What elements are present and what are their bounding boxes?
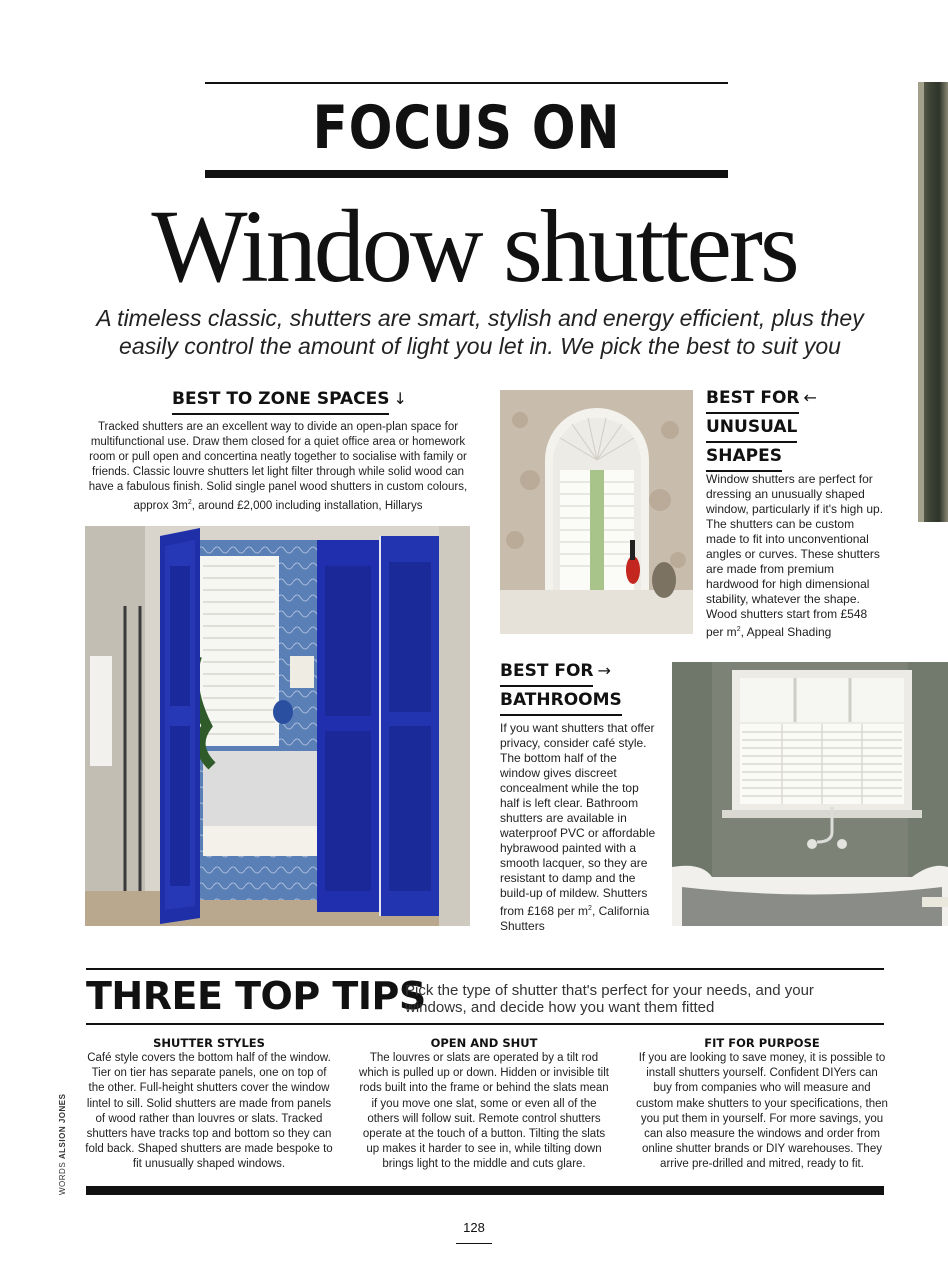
bottom-thick-rule <box>86 1186 884 1195</box>
tips-bottom-rule <box>86 1023 884 1025</box>
tip-heading: FIT FOR PURPOSE <box>704 1036 820 1050</box>
blue-doors-illustration <box>85 526 470 926</box>
arched-window-illustration <box>500 390 693 634</box>
tip-body: The louvres or slats are operated by a tilt rod which is pulled up or down. Hidden or invisible tilt rods built into the frame or behind the slats mean if you move one slat, some or even all of the others will follow suit. Remote control shutters operate at the touch of a button. Tilting the slats up makes it harder to see in, while tilting down brings light to the middle and cuts glare. <box>359 1052 609 1171</box>
bath-heading-line1: BEST FOR <box>500 658 593 687</box>
tip-heading: OPEN AND SHUT <box>430 1036 538 1050</box>
zone-body-text: Tracked shutters are an excellent way to divide an open-plan space for multifunctional use. Draw them closed for a quiet office area or homework room or pull open and concertina neatly together to socialise with family or friends. Classic louvre shutters let light filter through while solid wood can have a fabulous finish. Solid single panel wood shutters in custom colours, approx $3m^2$, around £2,000 including installation, Hillarys <box>88 421 468 512</box>
author-credit: WORDS ALSION JONES <box>58 1093 67 1195</box>
photo-arched-window-shutters <box>500 390 693 634</box>
tip-fit-for-purpose <box>636 1036 888 1173</box>
zone-heading-text: BEST TO ZONE SPACES <box>172 386 389 415</box>
bath-heading-line2: BATHROOMS <box>500 687 622 716</box>
photo-blue-bifold-shutter-doors <box>85 526 470 926</box>
page-title: Window shutters <box>151 189 797 304</box>
unusual-body-text: Window shutters are perfect for dressing an unusually shaped window, particularly if it's high up. The shutters can be custom made to fit into unconventional angles or curves. These shutters are made from premium hardwood for high dimensional stability, whatever the shape. Wood shutters start from £548 per $m^2$, Appeal Shading <box>706 472 884 639</box>
tips-top-rule <box>86 968 884 970</box>
section-heading-zone-spaces <box>172 386 472 415</box>
unusual-heading-line2: UNUSUAL <box>706 414 797 443</box>
arrow-right-icon: → <box>597 661 611 680</box>
top-rule <box>205 82 728 84</box>
bathrooms-body-text: If you want shutters that offer privacy, consider café style. The bottom half of the window gives discreet concealment while the top half is left clear. Bathroom shutters are available in waterproof PVC or affordable hybrawood painted with a smooth lacquer, so they are resistant to damp and the build-up of mildew. Shutters from £168 per $m^2$, California Shutters <box>500 721 656 933</box>
section-heading-bathrooms <box>500 658 670 716</box>
kicker-thick-rule <box>205 170 728 178</box>
tips-title: THREE TOP TIPS <box>86 974 426 1018</box>
bathroom-illustration <box>672 662 948 926</box>
unusual-heading-line3: SHAPES <box>706 443 782 472</box>
tip-body: Café style covers the bottom half of the window. Tier on tier has separate panels, one on top of the other. Full-height shutters cover the window lintel to sill. Solid shutters are made from panels of wood rather than louvres or slats. Tracked shutters have tracks top and bottom so they can fold back. Shaped shutters are made bespoke to fit unusually shaped windows. <box>85 1052 333 1171</box>
tips-subtitle: Pick the type of shutter that's perfect for your needs, and your windows, and decide how you want them fitted <box>405 982 814 1016</box>
tip-heading: SHUTTER STYLES <box>153 1036 265 1050</box>
standfirst: A timeless classic, shutters are smart, stylish and energy efficient, plus they easily control the amount of light you let in. We pick the best to suit you <box>96 305 864 359</box>
tip-shutter-styles <box>83 1036 335 1173</box>
arrow-left-icon: ← <box>803 388 817 407</box>
adjacent-page-photo-strip <box>918 82 948 522</box>
kicker-focus-on: FOCUS ON <box>312 93 621 163</box>
page-number: 128 <box>463 1220 485 1235</box>
section-heading-unusual-shapes <box>706 385 906 472</box>
arrow-down-icon: ↓ <box>393 389 407 408</box>
photo-bathroom-cafe-shutters <box>672 662 948 926</box>
tip-body: If you are looking to save money, it is possible to install shutters yourself. Confident DIYers can buy from companies who will measure and custom make shutters to your specifications, then you put them in yourself. For more savings, you can also measure the windows and order from online shutter brands or DIY warehouses. They arrive pre-drilled and mitred, ready to fit. <box>636 1052 888 1171</box>
page-number-underline <box>456 1243 492 1244</box>
tip-open-and-shut <box>358 1036 610 1173</box>
unusual-heading-line1: BEST FOR <box>706 385 799 414</box>
